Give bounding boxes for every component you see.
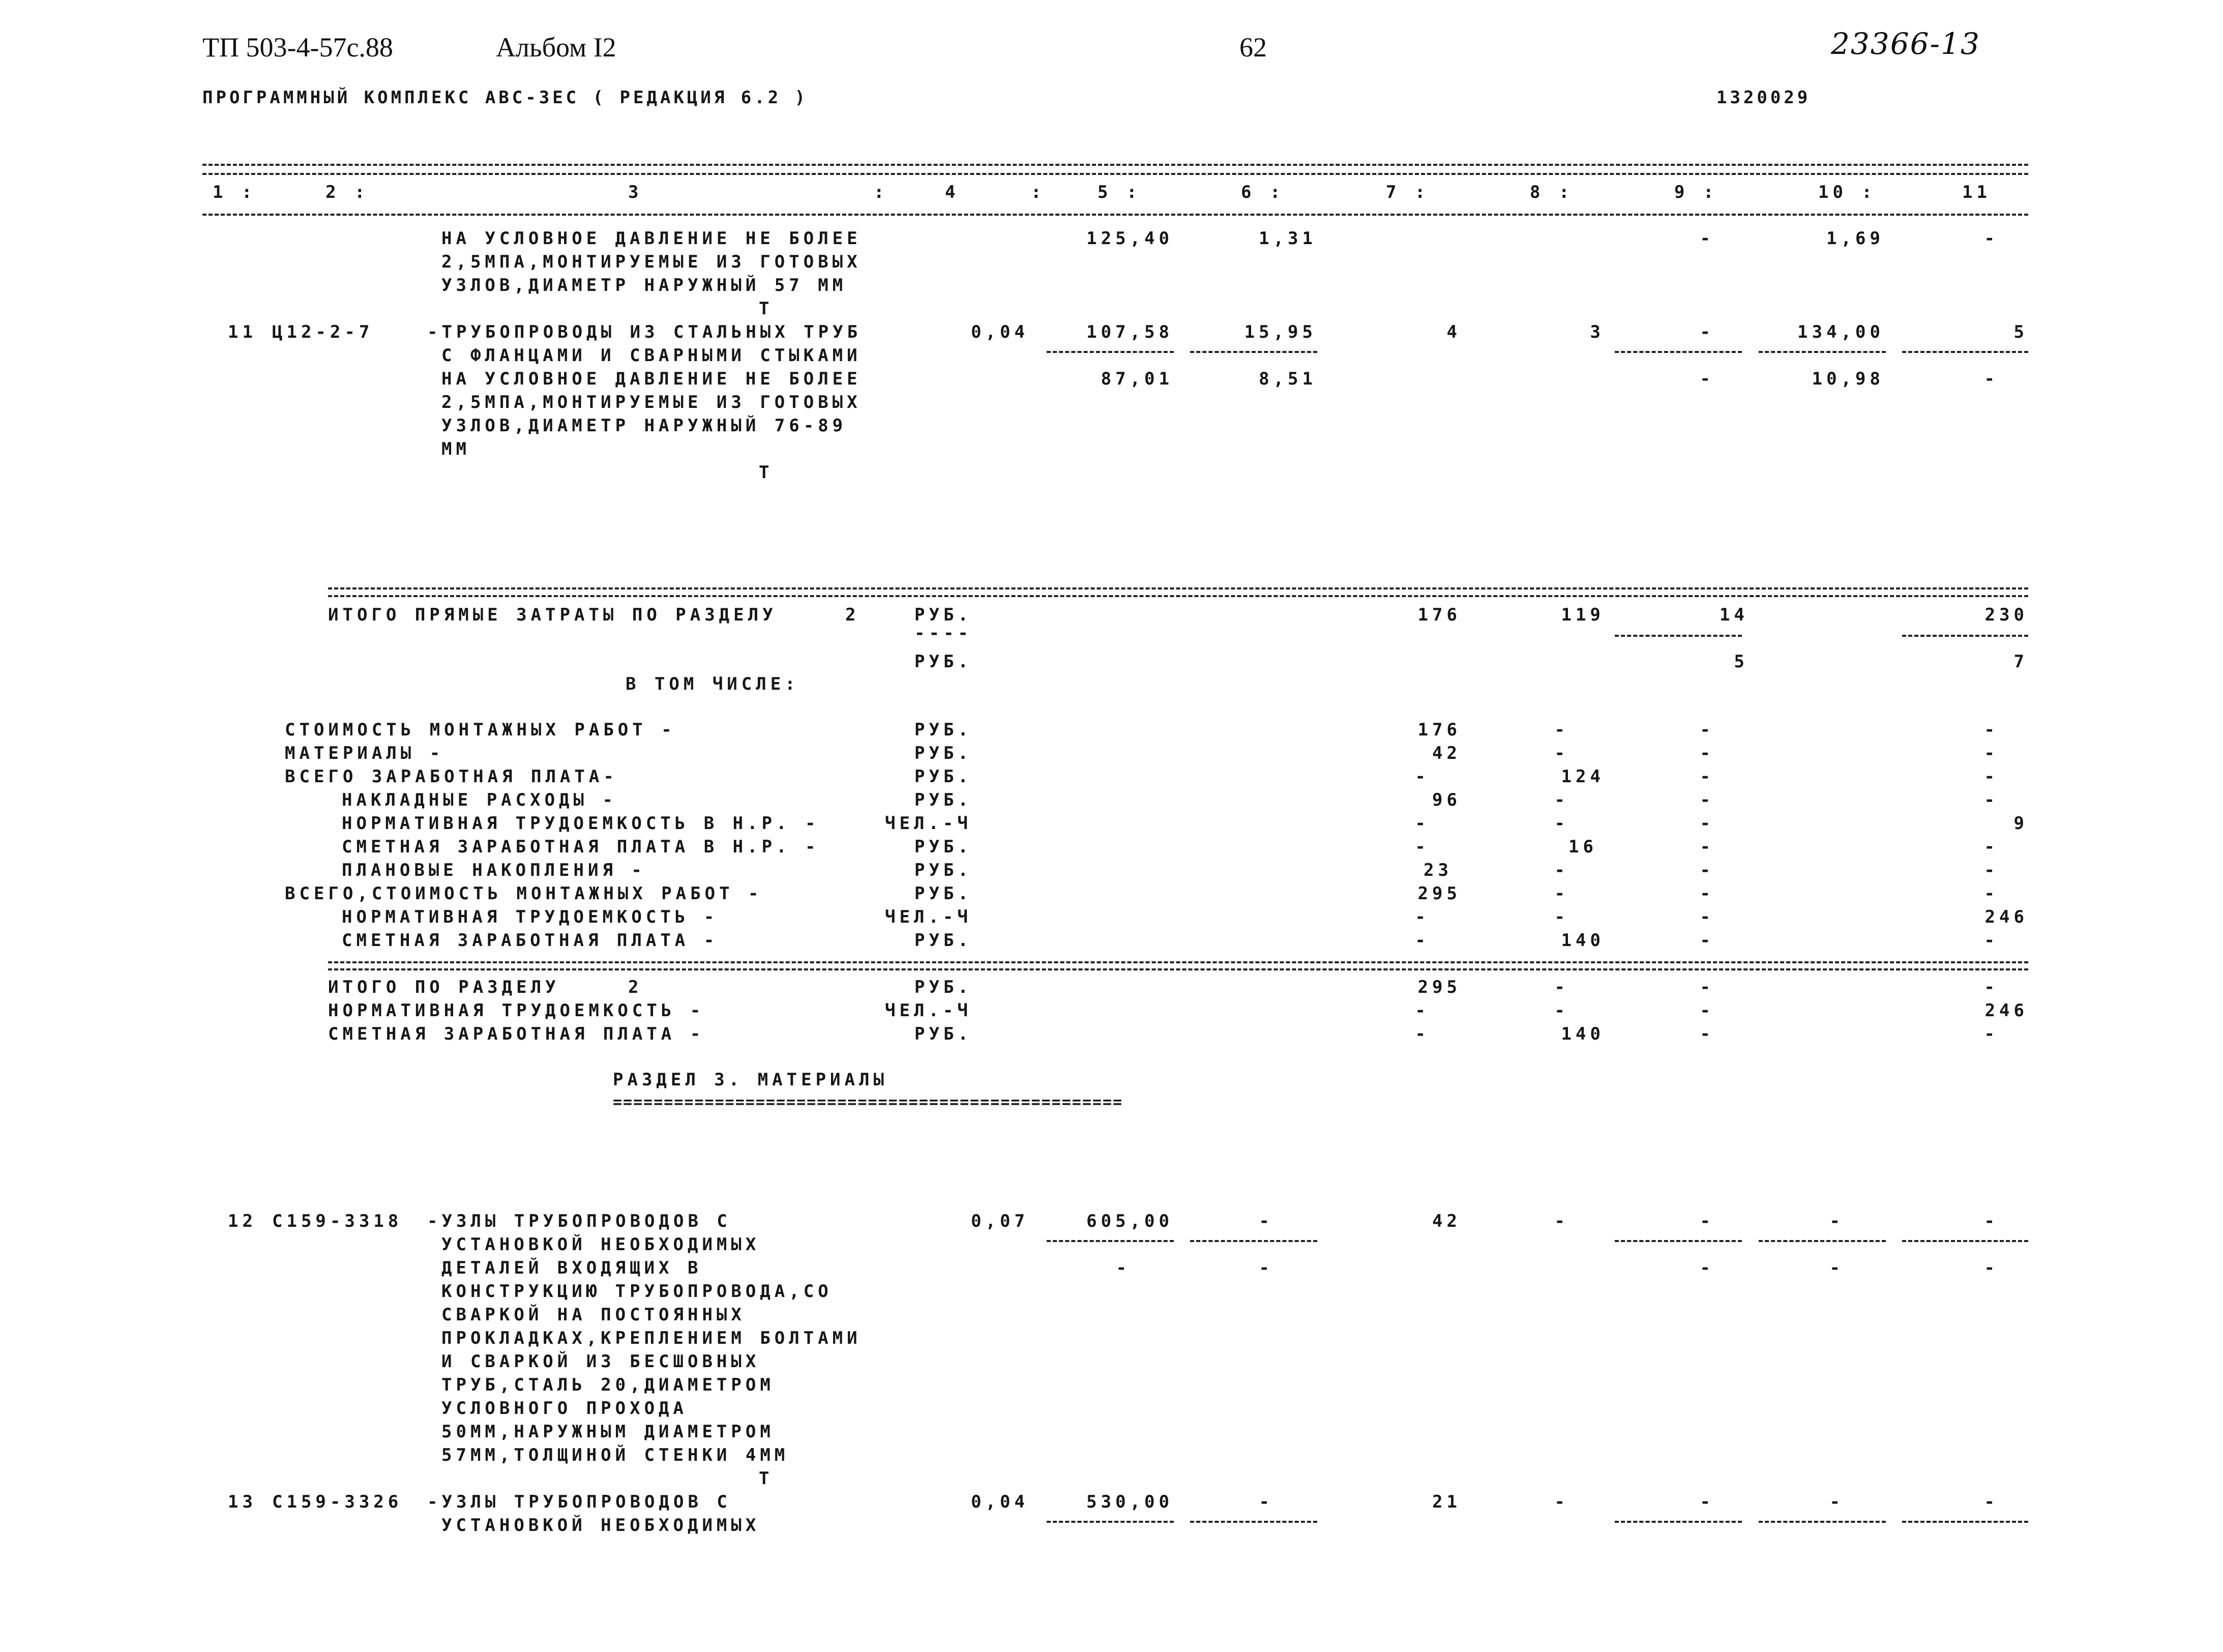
cell-col5-b: 87,01 xyxy=(1101,369,1173,389)
total-col7: - xyxy=(1415,1000,1430,1021)
detail-col7: 176 xyxy=(1417,720,1461,740)
detail-label: НОРМАТИВНАЯ ТРУДОЕМКОСТЬ - xyxy=(342,907,719,927)
detail-col11: - xyxy=(1984,743,1999,763)
detail-col7: - xyxy=(1415,766,1430,787)
total-unit: РУБ. xyxy=(914,977,972,997)
cell-col11: - xyxy=(1984,1211,1999,1231)
cell-separator xyxy=(1190,1240,1317,1242)
cell-col6: 1,31 xyxy=(1259,228,1317,249)
section-heading: РАЗДЕЛ 3. МАТЕРИАЛЫ xyxy=(613,1070,888,1090)
col-9: 9 : xyxy=(1674,182,1718,202)
detail-col7: 295 xyxy=(1417,883,1461,904)
cell-col7: 4 xyxy=(1446,322,1461,342)
detail-label: ПЛАНОВЫЕ НАКОПЛЕНИЯ - xyxy=(342,860,646,880)
row-desc-line: ДЕТАЛЕЙ ВХОДЯЩИХ В xyxy=(441,1258,702,1278)
detail-col8: 140 xyxy=(1561,930,1605,951)
row-number: 11 xyxy=(228,322,257,342)
row-desc-line: 57ММ,ТОЛЩИНОЙ СТЕНКИ 4ММ xyxy=(441,1445,789,1465)
cell-separator xyxy=(1759,1240,1886,1242)
cell-col11: - xyxy=(1984,1492,1999,1512)
summary-col7: 176 xyxy=(1417,605,1461,625)
detail-col9: - xyxy=(1700,860,1714,880)
row-number: 13 xyxy=(228,1492,257,1512)
cell-col6-b: 8,51 xyxy=(1259,369,1317,389)
row-desc-line: -УЗЛЫ ТРУБОПРОВОДОВ С xyxy=(427,1492,731,1512)
detail-label: ВСЕГО ЗАРАБОТНАЯ ПЛАТА- xyxy=(285,766,618,787)
detail-label: НАКЛАДНЫЕ РАСХОДЫ - xyxy=(342,790,617,810)
detail-col8: - xyxy=(1554,883,1569,904)
detail-col7: 23 xyxy=(1424,860,1453,880)
row-desc-line: ММ xyxy=(441,439,470,459)
summary-col9: 14 xyxy=(1720,605,1748,625)
col-sep-2: : xyxy=(1031,182,1046,202)
detail-col11: - xyxy=(1984,766,1999,787)
col-3: 3 xyxy=(628,182,643,202)
row-desc-line: 2,5МПА,МОНТИРУЕМЫЕ ИЗ ГОТОВЫХ xyxy=(441,252,862,272)
cell-col11: 5 xyxy=(2013,322,2028,342)
detail-label: НОРМАТИВНАЯ ТРУДОЕМКОСТЬ В Н.Р. - xyxy=(342,813,820,834)
cell-col11-b: - xyxy=(1984,369,1999,389)
cell-col9-b: - xyxy=(1700,369,1714,389)
table-top-rule-2 xyxy=(202,173,2028,175)
cell-separator xyxy=(1047,1521,1174,1523)
table-header-rule xyxy=(202,214,2028,216)
detail-col11: - xyxy=(1984,837,1999,857)
row-desc-line: -УЗЛЫ ТРУБОПРОВОДОВ С xyxy=(427,1211,731,1231)
cell-col8: - xyxy=(1554,1492,1569,1512)
row-desc-line: УСТАНОВКОЙ НЕОБХОДИМЫХ xyxy=(441,1234,760,1255)
detail-col11: - xyxy=(1984,883,1999,904)
cell-separator xyxy=(1615,635,1742,637)
cell-col9: - xyxy=(1700,322,1714,342)
total-unit: РУБ. xyxy=(914,1024,972,1044)
detail-unit: РУБ. xyxy=(914,743,972,763)
row-desc-line: УСТАНОВКОЙ НЕОБХОДИМЫХ xyxy=(441,1515,760,1536)
detail-unit: РУБ. xyxy=(914,766,972,787)
total-col7: - xyxy=(1415,1024,1430,1044)
summary-including-heading: В ТОМ ЧИСЛЕ: xyxy=(626,674,799,694)
col-sep: : xyxy=(874,182,888,202)
cell-col7: 42 xyxy=(1432,1211,1461,1231)
detail-col8: 16 xyxy=(1568,837,1597,857)
summary-top-rule xyxy=(328,587,2028,589)
col-11: 11 xyxy=(1962,182,1991,202)
detail-col8: - xyxy=(1554,743,1569,763)
page-number: 62 xyxy=(1239,32,1267,63)
summary-unit: РУБ. xyxy=(914,605,972,625)
cell-col10-b: 10,98 xyxy=(1812,369,1884,389)
detail-col9: - xyxy=(1700,743,1714,763)
detail-col9: - xyxy=(1700,883,1714,904)
cell-separator xyxy=(1047,1240,1174,1242)
summary-section-number: 2 xyxy=(845,605,860,625)
cell-col5: 107,58 xyxy=(1086,322,1173,342)
detail-col8: 124 xyxy=(1561,766,1605,787)
col-8: 8 : xyxy=(1530,182,1574,202)
total-label: СМЕТНАЯ ЗАРАБОТНАЯ ПЛАТА - xyxy=(328,1024,705,1044)
cell-separator xyxy=(1902,635,2028,637)
cell-col11: - xyxy=(1984,228,1999,249)
cell-col5: 125,40 xyxy=(1086,228,1173,249)
row-desc-line: С ФЛАНЦАМИ И СВАРНЫМИ СТЫКАМИ xyxy=(441,345,862,366)
detail-col9: - xyxy=(1700,813,1714,834)
detail-col9: - xyxy=(1700,720,1714,740)
row-unit-t: Т xyxy=(759,462,774,483)
detail-unit: РУБ. xyxy=(914,930,972,951)
cell-separator xyxy=(1190,351,1317,353)
cell-separator xyxy=(1902,1521,2028,1523)
col-5: 5 : xyxy=(1098,182,1141,202)
detail-col11: - xyxy=(1984,930,1999,951)
cell-col5: 605,00 xyxy=(1086,1211,1173,1231)
total-col8: 140 xyxy=(1561,1024,1605,1044)
cell-separator xyxy=(1047,351,1174,353)
detail-col11: - xyxy=(1984,790,1999,810)
section-total-rule-2 xyxy=(328,968,2028,970)
cell-col10-b: - xyxy=(1829,1258,1844,1278)
detail-col9: - xyxy=(1700,790,1714,810)
detail-label: СМЕТНАЯ ЗАРАБОТНАЯ ПЛАТА В Н.Р. - xyxy=(342,837,820,857)
detail-label: СМЕТНАЯ ЗАРАБОТНАЯ ПЛАТА - xyxy=(342,930,719,951)
cell-col6: - xyxy=(1259,1492,1273,1512)
cell-col9: - xyxy=(1700,228,1714,249)
cell-separator xyxy=(1759,351,1886,353)
row-desc-line: НА УСЛОВНОЕ ДАВЛЕНИЕ НЕ БОЛЕЕ xyxy=(441,228,862,249)
cell-col10: - xyxy=(1829,1211,1844,1231)
total-label: ИТОГО ПО РАЗДЕЛУ xyxy=(328,977,560,997)
doc-code: ТП 503-4-57с.88 xyxy=(202,32,393,63)
col-1: 1 : xyxy=(213,182,256,202)
detail-col8: - xyxy=(1554,813,1569,834)
detail-unit: ЧЕЛ.-Ч xyxy=(885,813,972,834)
col-4: 4 xyxy=(945,182,960,202)
row-desc-line: ТРУБ,СТАЛЬ 20,ДИАМЕТРОМ xyxy=(441,1375,775,1395)
detail-col9: - xyxy=(1700,837,1714,857)
row-code: С159-3326 xyxy=(272,1492,403,1512)
row-number: 12 xyxy=(228,1211,257,1231)
total-unit: ЧЕЛ.-Ч xyxy=(885,1000,972,1021)
summary-label: ИТОГО ПРЯМЫЕ ЗАТРАТЫ ПО РАЗДЕЛУ xyxy=(328,605,777,625)
detail-col11: 9 xyxy=(2013,813,2028,834)
cell-col5: 530,00 xyxy=(1086,1492,1173,1512)
col-7: 7 : xyxy=(1386,182,1430,202)
cell-separator xyxy=(1759,1521,1886,1523)
detail-col7: - xyxy=(1415,907,1430,927)
cell-col9: - xyxy=(1700,1492,1714,1512)
cell-col7: 21 xyxy=(1432,1492,1461,1512)
detail-col11: 246 xyxy=(1984,907,2028,927)
row-code: Ц12-2-7 xyxy=(272,322,374,342)
total-col9: - xyxy=(1700,1000,1714,1021)
summary-col8: 119 xyxy=(1561,605,1605,625)
cell-separator xyxy=(1190,1521,1317,1523)
detail-label: ВСЕГО,СТОИМОСТЬ МОНТАЖНЫХ РАБОТ - xyxy=(285,883,763,904)
summary-unit: РУБ. xyxy=(914,652,972,672)
summary-top-rule-2 xyxy=(328,595,2028,597)
row-desc-line: УСЛОВНОГО ПРОХОДА xyxy=(441,1398,688,1419)
album-label: Альбом I2 xyxy=(496,32,616,63)
table-top-rule xyxy=(202,164,2028,166)
cell-col10: 1,69 xyxy=(1826,228,1884,249)
cell-separator xyxy=(1615,1240,1742,1242)
cell-col4: 0,04 xyxy=(971,1492,1029,1512)
cell-col6: - xyxy=(1259,1211,1273,1231)
detail-unit: РУБ. xyxy=(914,860,972,880)
detail-col7: 96 xyxy=(1432,790,1461,810)
cell-col8: 3 xyxy=(1590,322,1605,342)
total-col11: - xyxy=(1984,977,1999,997)
total-col9: - xyxy=(1700,977,1714,997)
detail-col9: - xyxy=(1700,907,1714,927)
detail-col7: - xyxy=(1415,813,1430,834)
row-desc-line: 50ММ,НАРУЖНЫМ ДИАМЕТРОМ xyxy=(441,1422,775,1442)
row-code: С159-3318 xyxy=(272,1211,403,1231)
detail-unit: РУБ. xyxy=(914,720,972,740)
detail-col9: - xyxy=(1700,930,1714,951)
row-desc-line: НА УСЛОВНОЕ ДАВЛЕНИЕ НЕ БОЛЕЕ xyxy=(441,369,862,389)
handwritten-number: 23366-13 xyxy=(1831,26,1980,61)
detail-col9: - xyxy=(1700,766,1714,787)
cell-col9: - xyxy=(1700,1211,1714,1231)
col-10: 10 : xyxy=(1818,182,1876,202)
cell-col6-b: - xyxy=(1259,1258,1273,1278)
cell-col8: - xyxy=(1554,1211,1569,1231)
cell-col4: 0,07 xyxy=(971,1211,1029,1231)
summary-col11-b: 7 xyxy=(2013,652,2028,672)
row-desc-line: 2,5МПА,МОНТИРУЕМЫЕ ИЗ ГОТОВЫХ xyxy=(441,392,862,412)
row-desc-line: ПРОКЛАДКАХ,КРЕПЛЕНИЕМ БОЛТАМИ xyxy=(441,1328,862,1348)
total-col8: - xyxy=(1554,1000,1569,1021)
cell-col10: - xyxy=(1829,1492,1844,1512)
total-col8: - xyxy=(1554,977,1569,997)
section-heading-underline: ================================================== xyxy=(613,1094,1123,1111)
row-unit-t: Т xyxy=(759,299,774,319)
detail-col8: - xyxy=(1554,790,1569,810)
summary-col9-b: 5 xyxy=(1734,652,1748,672)
total-label: НОРМАТИВНАЯ ТРУДОЕМКОСТЬ - xyxy=(328,1000,705,1021)
row-desc-line: -ТРУБОПРОВОДЫ ИЗ СТАЛЬНЫХ ТРУБ xyxy=(427,322,862,342)
row-desc-line: УЗЛОВ,ДИАМЕТР НАРУЖНЫЙ 57 ММ xyxy=(441,275,847,296)
cell-col11-b: - xyxy=(1984,1258,1999,1278)
total-section-number: 2 xyxy=(628,977,643,997)
detail-unit: ЧЕЛ.-Ч xyxy=(885,907,972,927)
detail-col8: - xyxy=(1554,907,1569,927)
cell-separator xyxy=(1902,351,2028,353)
detail-col11: - xyxy=(1984,860,1999,880)
total-col11: - xyxy=(1984,1024,1999,1044)
detail-col8: - xyxy=(1554,720,1569,740)
detail-label: МАТЕРИАЛЫ - xyxy=(285,743,444,763)
detail-col11: - xyxy=(1984,720,1999,740)
col-6: 6 : xyxy=(1241,182,1285,202)
cell-col5-b: - xyxy=(1116,1258,1131,1278)
row-unit-t: Т xyxy=(759,1468,774,1489)
cell-col6: 15,95 xyxy=(1244,322,1317,342)
detail-col7: - xyxy=(1415,837,1430,857)
summary-col11: 230 xyxy=(1984,605,2028,625)
section-total-rule xyxy=(328,961,2028,963)
detail-col7: 42 xyxy=(1432,743,1461,763)
summary-unit-separator: ---- xyxy=(914,623,972,643)
detail-label: СТОИМОСТЬ МОНТАЖНЫХ РАБОТ - xyxy=(285,720,676,740)
detail-col7: - xyxy=(1415,930,1430,951)
row-desc-line: УЗЛОВ,ДИАМЕТР НАРУЖНЫЙ 76-89 xyxy=(441,416,847,436)
program-title: ПРОГРАММНЫЙ КОМПЛЕКС АВС-ЗЕС ( РЕДАКЦИЯ 6.2 ) xyxy=(202,87,809,108)
cell-col9-b: - xyxy=(1700,1258,1714,1278)
row-desc-line: КОНСТРУКЦИЮ ТРУБОПРОВОДА,СО xyxy=(441,1281,833,1302)
cell-col10: 134,00 xyxy=(1797,322,1884,342)
col-2: 2 : xyxy=(325,182,369,202)
detail-unit: РУБ. xyxy=(914,883,972,904)
total-col7: 295 xyxy=(1417,977,1461,997)
cell-separator xyxy=(1902,1240,2028,1242)
row-desc-line: СВАРКОЙ НА ПОСТОЯННЫХ xyxy=(441,1305,746,1325)
detail-col8: - xyxy=(1554,860,1569,880)
cell-col4: 0,04 xyxy=(971,322,1029,342)
row-desc-line: И СВАРКОЙ ИЗ БЕСШОВНЫХ xyxy=(441,1351,760,1372)
detail-unit: РУБ. xyxy=(914,790,972,810)
program-code: 1320029 xyxy=(1716,87,1811,108)
total-col9: - xyxy=(1700,1024,1714,1044)
detail-unit: РУБ. xyxy=(914,837,972,857)
total-col11: 246 xyxy=(1984,1000,2028,1021)
cell-separator xyxy=(1615,351,1742,353)
cell-separator xyxy=(1615,1521,1742,1523)
